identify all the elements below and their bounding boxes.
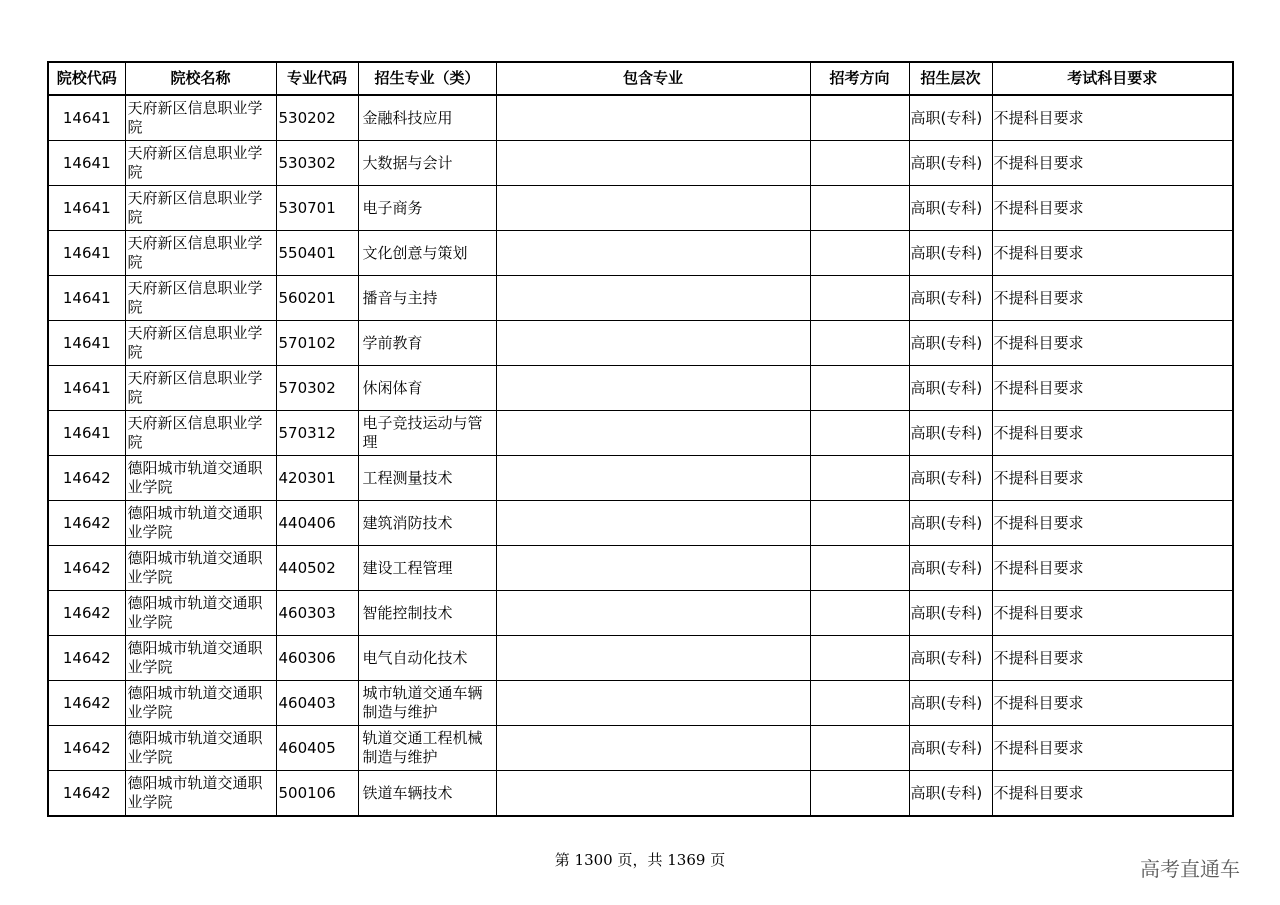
table-row <box>48 591 1233 636</box>
table-row <box>48 141 1233 186</box>
cell-major: 学前教育 <box>358 321 496 366</box>
cell-major: 播音与主持 <box>358 276 496 321</box>
header-major-code: 专业代码 <box>276 62 358 95</box>
cell-school-code: 14641 <box>48 231 125 276</box>
cell-level: 高职(专科) <box>909 726 992 771</box>
cell-subject-requirements: 不提科目要求 <box>992 411 1233 456</box>
header-included-majors: 包含专业 <box>496 62 810 95</box>
cell-school-code: 14642 <box>48 546 125 591</box>
table-header-row <box>48 62 1233 95</box>
cell-major: 轨道交通工程机械制造与维护 <box>358 726 496 771</box>
table-row <box>48 546 1233 591</box>
cell-direction <box>810 141 909 186</box>
cell-major: 休闲体育 <box>358 366 496 411</box>
cell-major-code: 420301 <box>276 456 358 501</box>
cell-level: 高职(专科) <box>909 546 992 591</box>
cell-level: 高职(专科) <box>909 366 992 411</box>
cell-major-code: 460403 <box>276 681 358 726</box>
cell-direction <box>810 321 909 366</box>
cell-subject-requirements: 不提科目要求 <box>992 726 1233 771</box>
cell-major: 城市轨道交通车辆制造与维护 <box>358 681 496 726</box>
cell-subject-requirements: 不提科目要求 <box>992 771 1233 817</box>
table-row <box>48 321 1233 366</box>
cell-school-code: 14642 <box>48 501 125 546</box>
cell-major: 金融科技应用 <box>358 95 496 141</box>
cell-major-code: 460303 <box>276 591 358 636</box>
header-subject-requirements: 考试科目要求 <box>992 62 1233 95</box>
cell-major-code: 460405 <box>276 726 358 771</box>
table-row <box>48 681 1233 726</box>
cell-subject-requirements: 不提科目要求 <box>992 95 1233 141</box>
cell-major: 电气自动化技术 <box>358 636 496 681</box>
cell-level: 高职(专科) <box>909 231 992 276</box>
cell-included-majors <box>496 366 810 411</box>
cell-included-majors <box>496 321 810 366</box>
cell-school-name: 德阳城市轨道交通职业学院 <box>125 501 276 546</box>
cell-direction <box>810 456 909 501</box>
cell-school-name: 天府新区信息职业学院 <box>125 411 276 456</box>
cell-subject-requirements: 不提科目要求 <box>992 276 1233 321</box>
cell-major: 工程测量技术 <box>358 456 496 501</box>
cell-included-majors <box>496 95 810 141</box>
cell-major-code: 560201 <box>276 276 358 321</box>
table-row <box>48 231 1233 276</box>
cell-major: 建筑消防技术 <box>358 501 496 546</box>
cell-school-name: 天府新区信息职业学院 <box>125 231 276 276</box>
cell-direction <box>810 276 909 321</box>
cell-school-code: 14642 <box>48 636 125 681</box>
cell-school-name: 德阳城市轨道交通职业学院 <box>125 636 276 681</box>
cell-major-code: 530202 <box>276 95 358 141</box>
cell-level: 高职(专科) <box>909 95 992 141</box>
cell-direction <box>810 681 909 726</box>
cell-included-majors <box>496 411 810 456</box>
cell-major-code: 440406 <box>276 501 358 546</box>
cell-included-majors <box>496 726 810 771</box>
table-row <box>48 636 1233 681</box>
cell-level: 高职(专科) <box>909 771 992 817</box>
cell-subject-requirements: 不提科目要求 <box>992 366 1233 411</box>
cell-direction <box>810 771 909 817</box>
cell-school-name: 天府新区信息职业学院 <box>125 186 276 231</box>
cell-major: 建设工程管理 <box>358 546 496 591</box>
cell-school-name: 天府新区信息职业学院 <box>125 95 276 141</box>
cell-included-majors <box>496 276 810 321</box>
cell-level: 高职(专科) <box>909 276 992 321</box>
cell-school-name: 德阳城市轨道交通职业学院 <box>125 456 276 501</box>
cell-major: 电子商务 <box>358 186 496 231</box>
cell-direction <box>810 366 909 411</box>
table-row <box>48 501 1233 546</box>
cell-school-code: 14641 <box>48 321 125 366</box>
cell-school-name: 德阳城市轨道交通职业学院 <box>125 681 276 726</box>
cell-included-majors <box>496 681 810 726</box>
table-row <box>48 771 1233 817</box>
cell-major-code: 570102 <box>276 321 358 366</box>
cell-included-majors <box>496 231 810 276</box>
cell-subject-requirements: 不提科目要求 <box>992 186 1233 231</box>
header-school-code: 院校代码 <box>48 62 125 95</box>
cell-level: 高职(专科) <box>909 681 992 726</box>
cell-major: 文化创意与策划 <box>358 231 496 276</box>
page-number: 第 1300 页，共 1369 页 <box>554 851 726 869</box>
cell-school-code: 14642 <box>48 591 125 636</box>
cell-school-name: 德阳城市轨道交通职业学院 <box>125 591 276 636</box>
cell-included-majors <box>496 771 810 817</box>
cell-direction <box>810 186 909 231</box>
header-level: 招生层次 <box>909 62 992 95</box>
cell-level: 高职(专科) <box>909 321 992 366</box>
cell-subject-requirements: 不提科目要求 <box>992 456 1233 501</box>
cell-included-majors <box>496 591 810 636</box>
cell-major-code: 570302 <box>276 366 358 411</box>
cell-school-name: 天府新区信息职业学院 <box>125 366 276 411</box>
cell-school-name: 天府新区信息职业学院 <box>125 141 276 186</box>
cell-school-name: 天府新区信息职业学院 <box>125 276 276 321</box>
table-row <box>48 456 1233 501</box>
cell-school-name: 德阳城市轨道交通职业学院 <box>125 726 276 771</box>
cell-school-code: 14642 <box>48 456 125 501</box>
cell-major: 智能控制技术 <box>358 591 496 636</box>
cell-major-code: 530701 <box>276 186 358 231</box>
cell-included-majors <box>496 186 810 231</box>
cell-direction <box>810 726 909 771</box>
cell-school-code: 14642 <box>48 681 125 726</box>
cell-major: 铁道车辆技术 <box>358 771 496 817</box>
cell-direction <box>810 546 909 591</box>
cell-school-code: 14641 <box>48 276 125 321</box>
cell-included-majors <box>496 546 810 591</box>
cell-subject-requirements: 不提科目要求 <box>992 141 1233 186</box>
cell-school-code: 14641 <box>48 186 125 231</box>
table-row <box>48 186 1233 231</box>
cell-school-code: 14641 <box>48 366 125 411</box>
cell-level: 高职(专科) <box>909 591 992 636</box>
cell-school-code: 14642 <box>48 771 125 817</box>
cell-direction <box>810 231 909 276</box>
cell-level: 高职(专科) <box>909 411 992 456</box>
cell-major: 电子竞技运动与管理 <box>358 411 496 456</box>
cell-major-code: 530302 <box>276 141 358 186</box>
cell-school-name: 天府新区信息职业学院 <box>125 321 276 366</box>
cell-included-majors <box>496 501 810 546</box>
cell-major-code: 460306 <box>276 636 358 681</box>
cell-school-code: 14641 <box>48 411 125 456</box>
watermark-logo: 高考直通车 <box>1140 857 1240 881</box>
cell-subject-requirements: 不提科目要求 <box>992 591 1233 636</box>
cell-included-majors <box>496 456 810 501</box>
cell-level: 高职(专科) <box>909 186 992 231</box>
cell-subject-requirements: 不提科目要求 <box>992 546 1233 591</box>
cell-direction <box>810 95 909 141</box>
table-row <box>48 95 1233 141</box>
cell-major-code: 550401 <box>276 231 358 276</box>
cell-level: 高职(专科) <box>909 141 992 186</box>
header-direction: 招考方向 <box>810 62 909 95</box>
cell-subject-requirements: 不提科目要求 <box>992 636 1233 681</box>
cell-major-code: 440502 <box>276 546 358 591</box>
cell-level: 高职(专科) <box>909 636 992 681</box>
cell-direction <box>810 591 909 636</box>
cell-school-code: 14642 <box>48 726 125 771</box>
cell-included-majors <box>496 636 810 681</box>
cell-level: 高职(专科) <box>909 501 992 546</box>
cell-subject-requirements: 不提科目要求 <box>992 501 1233 546</box>
cell-direction <box>810 501 909 546</box>
cell-level: 高职(专科) <box>909 456 992 501</box>
cell-school-code: 14641 <box>48 141 125 186</box>
cell-subject-requirements: 不提科目要求 <box>992 321 1233 366</box>
cell-subject-requirements: 不提科目要求 <box>992 231 1233 276</box>
admissions-table <box>47 61 1234 817</box>
table-row <box>48 411 1233 456</box>
table-row <box>48 276 1233 321</box>
cell-subject-requirements: 不提科目要求 <box>992 681 1233 726</box>
table-row <box>48 366 1233 411</box>
cell-direction <box>810 636 909 681</box>
cell-major: 大数据与会计 <box>358 141 496 186</box>
cell-included-majors <box>496 141 810 186</box>
cell-direction <box>810 411 909 456</box>
header-major: 招生专业（类） <box>358 62 496 95</box>
cell-school-name: 德阳城市轨道交通职业学院 <box>125 546 276 591</box>
cell-major-code: 500106 <box>276 771 358 817</box>
header-school-name: 院校名称 <box>125 62 276 95</box>
table-row <box>48 726 1233 771</box>
cell-school-code: 14641 <box>48 95 125 141</box>
cell-school-name: 德阳城市轨道交通职业学院 <box>125 771 276 817</box>
cell-major-code: 570312 <box>276 411 358 456</box>
